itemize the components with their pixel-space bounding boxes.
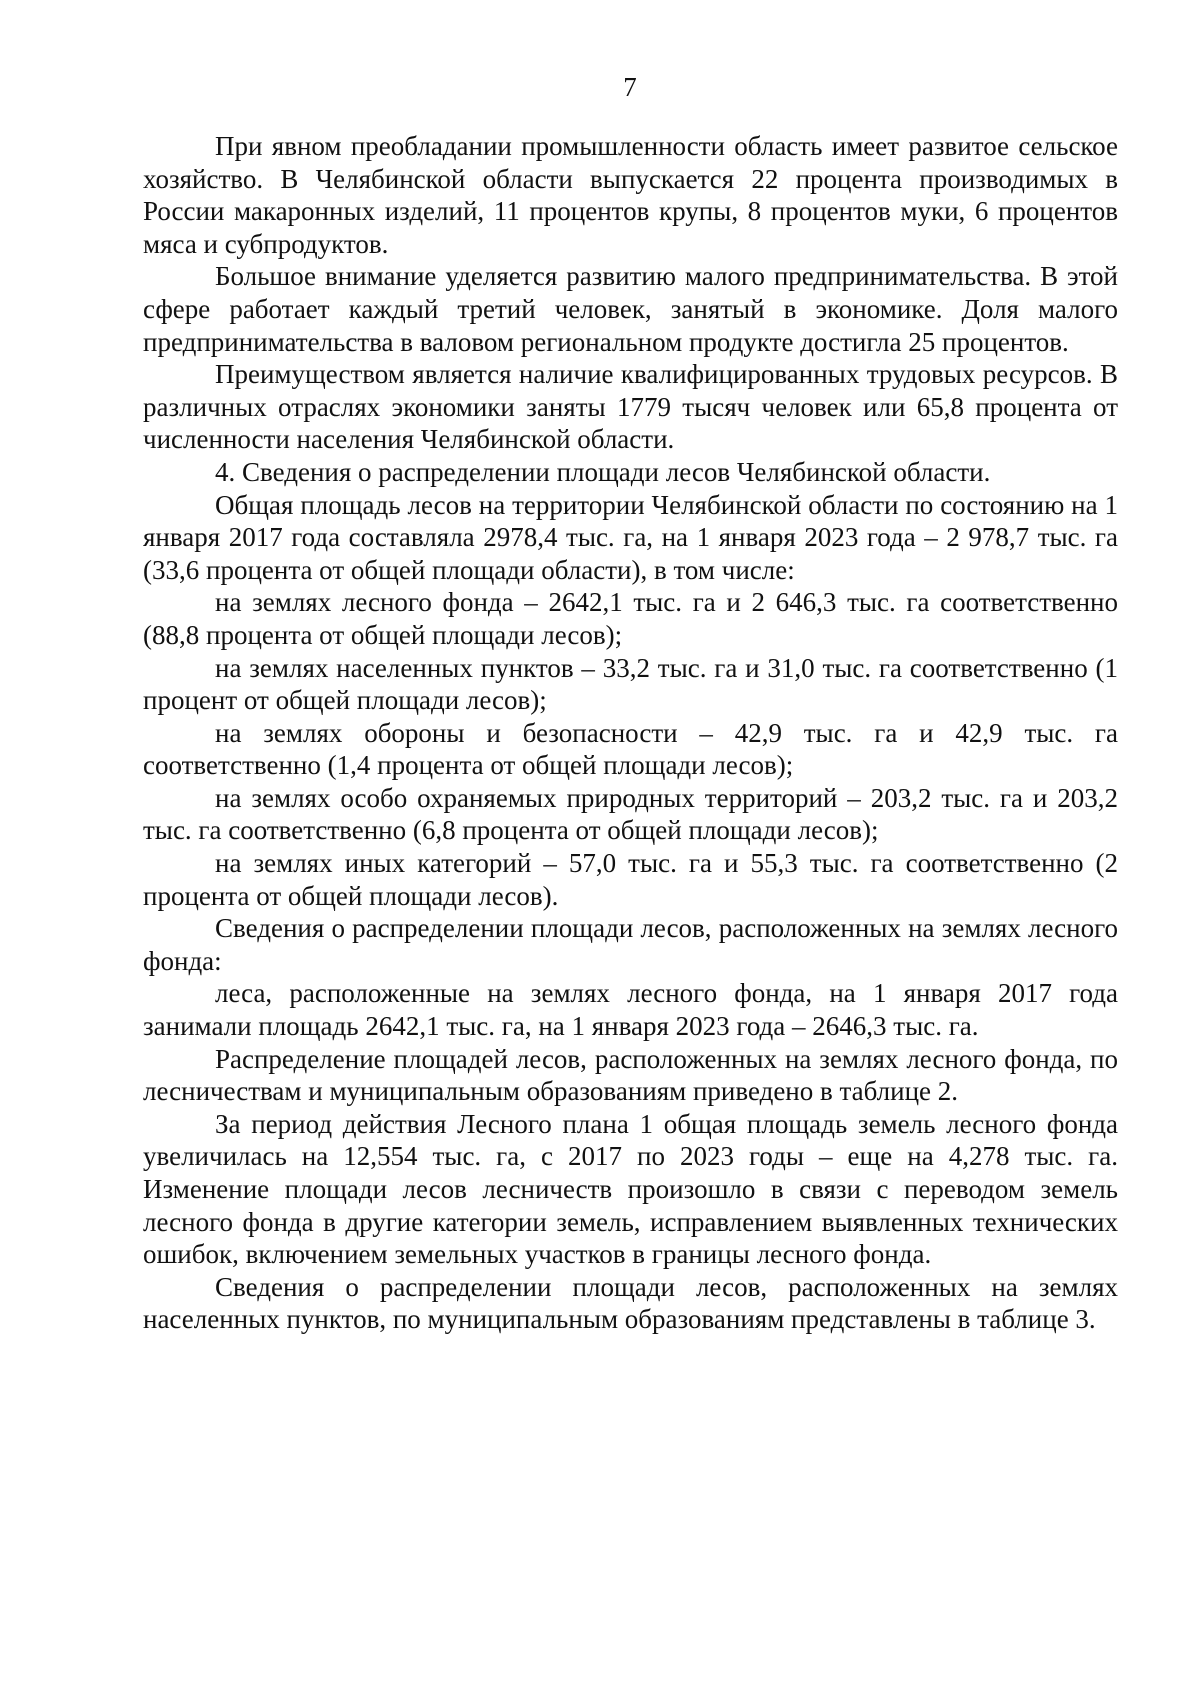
document-body [143,130,1118,1336]
page-number: 7 [623,72,637,102]
paragraph-small-business: Большое внимание уделяется развитию малого предпринимательства. В этой сфере работает каждый третий человек, занятый в экономике. Доля малого предпринимательства в валовом региональном продукте достигла 25 процентов. [143,261,1118,357]
paragraph-forest-fund-intro: Сведения о распределении площади лесов, расположенных на землях лесного фонда: [143,913,1118,976]
list-item-forest-fund-lands: на землях лесного фонда – 2642,1 тыс. га и 2 646,3 тыс. га соответственно (88,8 процента от общей площади лесов); [143,587,1118,650]
paragraph-agriculture: При явном преобладании промышленности область имеет развитое сельское хозяйство. В Челябинской области выпускается 22 процента производимых в России макаронных изделий, 11 процентов крупы, 8 процентов муки, 6 процентов мяса и субпродуктов. [143,131,1118,259]
list-item-other-lands: на землях иных категорий – 57,0 тыс. га и 55,3 тыс. га соответственно (2 процента от общей площади лесов). [143,848,1118,911]
section-heading-forest-distribution: 4. Сведения о распределении площади лесов Челябинской области. [215,456,991,487]
list-item-protected-lands: на землях особо охраняемых природных территорий – 203,2 тыс. га и 203,2 тыс. га соответственно (6,8 процента от общей площади лесов); [143,782,1118,846]
paragraph-area-change: За период действия Лесного плана 1 общая площадь земель лесного фонда увеличилась на 12,554 тыс. га, с 2017 по 2023 годы – еще на 4,278 тыс. га. Изменение площади лесов лесничеств произошло в связи с переводом земель лесного фонда в другие категории земель, исправлением выявленных технических ошибок, включением земельных участков в границы лесного фонда. [143,1108,1118,1270]
list-item-settlement-lands: на землях населенных пунктов – 33,2 тыс. га и 31,0 тыс. га соответственно (1 процент от общей площади лесов); [143,652,1118,716]
list-item-defense-lands: на землях обороны и безопасности – 42,9 тыс. га и 42,9 тыс. га соответственно (1,4 процента от общей площади лесов); [143,717,1118,781]
paragraph-table-3-reference: Сведения о распределении площади лесов, расположенных на землях населенных пунктов, по муниципальным образованиям представлены в таблице 3. [143,1271,1118,1335]
paragraph-forest-fund-area: леса, расположенные на землях лесного фонда, на 1 января 2017 года занимали площадь 2642,1 тыс. га, на 1 января 2023 года – 2646,3 тыс. га. [143,978,1118,1042]
paragraph-table-2-reference: Распределение площадей лесов, расположенных на землях лесного фонда, по лесничествам и муниципальным образованиям приведено в таблице 2. [143,1043,1118,1107]
paragraph-total-forest-area: Общая площадь лесов на территории Челябинской области по состоянию на 1 января 2017 года составляла 2978,4 тыс. га, на 1 января 2023 года – 2 978,7 тыс. га (33,6 процента от общей площади области), в том числе: [143,489,1118,585]
paragraph-labor-resources: Преимуществом является наличие квалифицированных трудовых ресурсов. В различных отраслях экономики заняты 1779 тысяч человек или 65,8 процента от численности населения Челябинской области. [143,359,1118,455]
